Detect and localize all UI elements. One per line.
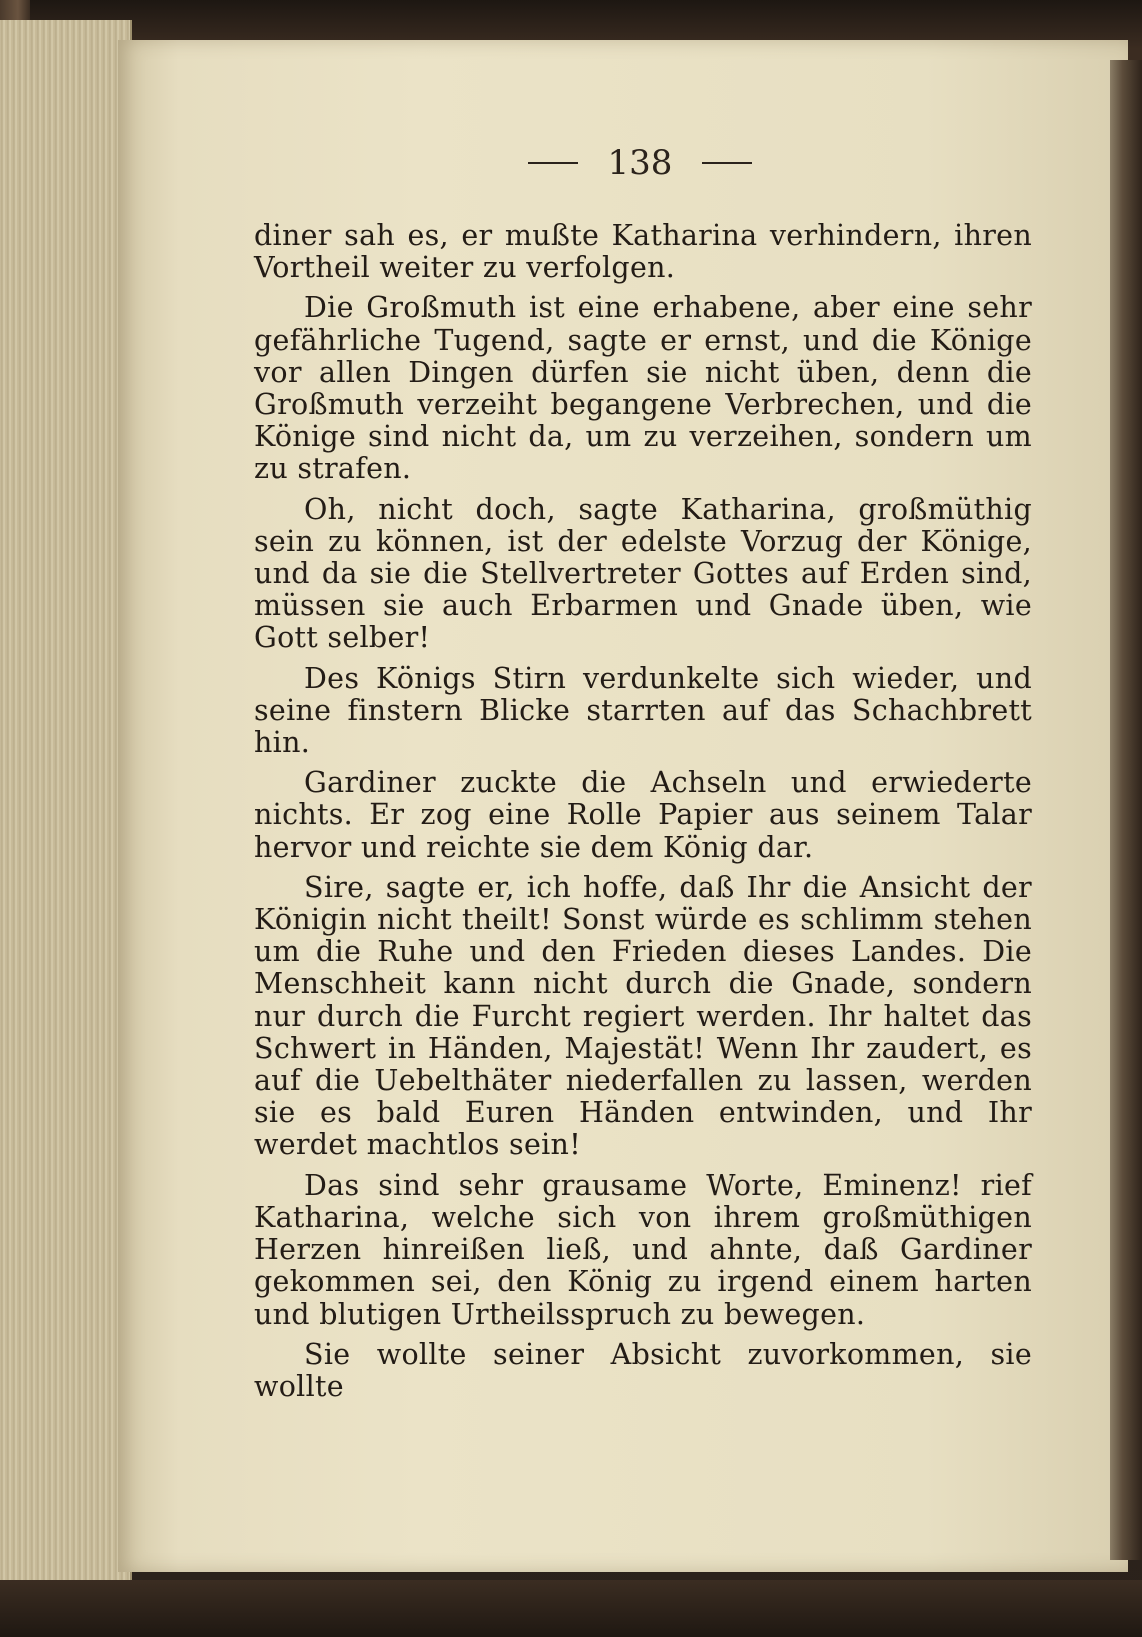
page-stack-edges — [0, 20, 132, 1580]
paragraph: Oh, nicht doch, sagte Katharina, großmüthig sein zu können, ist der edelste Vorzug der Könige, und da sie die Stellvertreter Gottes auf Erden sind, müssen sie auch Erbarmen und Gnade üben, wie Gott selber! — [254, 492, 1032, 655]
page-header — [500, 138, 780, 188]
book-bottom-edge — [0, 1580, 1142, 1637]
paragraph: Des Königs Stirn verdunkelte sich wieder, und seine finstern Blicke starrten auf das Schachbrett hin. — [254, 661, 1032, 760]
paragraph: diner sah es, er mußte Katharina verhindern, ihren Vortheil weiter zu verfolgen. — [254, 219, 1032, 285]
paragraph: Die Großmuth ist eine erhabene, aber eine sehr gefährliche Tugend, sagte er ernst, und die Könige vor allen Dingen dürfen sie nicht üben, denn die Großmuth verzeiht begangene Verbrechen, und die Könige sind nicht da, um zu verzeihen, sondern um zu strafen. — [254, 291, 1032, 486]
book-spine-right — [1110, 60, 1142, 1560]
header-dash-right — [702, 162, 752, 164]
paragraph: Gardiner zuckte die Achseln und erwiederte nichts. Er zog eine Rolle Papier aus seinem Talar hervor und reichte sie dem König dar. — [254, 766, 1032, 864]
header-dash-left — [528, 162, 578, 164]
paragraph: Das sind sehr grausame Worte, Eminenz! rief Katharina, welche sich von ihrem großmüthigen Herzen hinreißen ließ, und ahnte, daß Gardiner gekommen sei, den König zu irgend einem harten und blutigen Urtheilsspruch zu bewegen. — [254, 1168, 1032, 1331]
page-number: 138 — [607, 143, 673, 183]
paragraph: Sire, sagte er, ich hoffe, daß Ihr die Ansicht der Königin nicht theilt! Sonst würde es schlimm stehen um die Ruhe und den Frieden dieses Landes. Die Menschheit kann nicht durch die Gnade, sondern nur durch die Furcht regiert werden. Ihr haltet das Schwert in Händen, Majestät! Wenn Ihr zaudert, es auf die Uebelthäter niederfallen zu lassen, werden sie es bald Euren Händen entwinden, und Ihr werdet machtlos sein! — [254, 870, 1032, 1162]
body-text — [254, 220, 1032, 1411]
paragraph: Sie wollte seiner Absicht zuvorkommen, sie wollte — [254, 1337, 1032, 1403]
